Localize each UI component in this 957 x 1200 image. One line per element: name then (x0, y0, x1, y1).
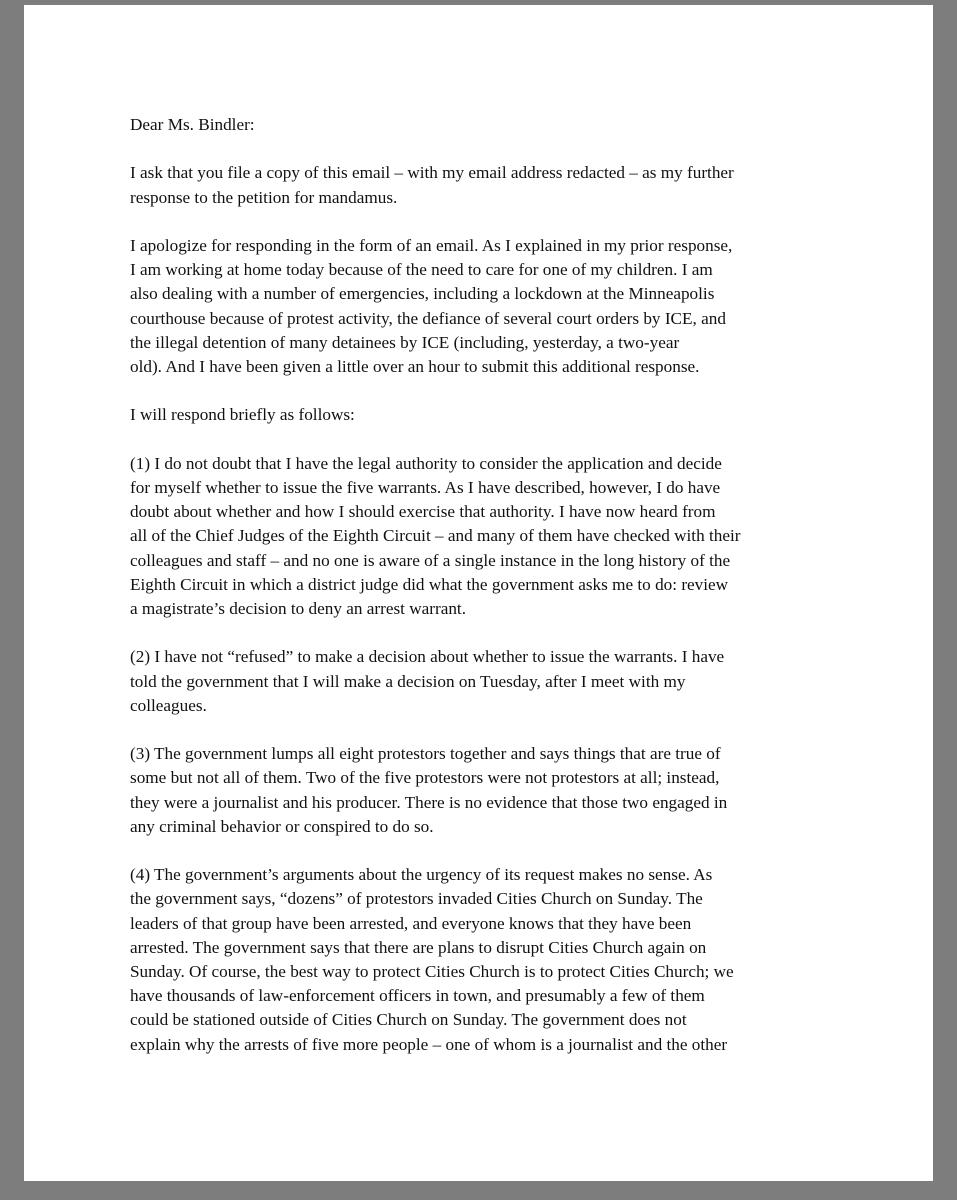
paragraph-filing-request: I ask that you file a copy of this email – with my email address redacted – as my further response to the petition for mandamus. (130, 163, 734, 207)
paragraph-intro: I will respond briefly as follows: (130, 405, 355, 425)
letter-body (130, 113, 830, 1081)
paragraph-apology: I apologize for responding in the form of an email. As I explained in my prior response, I am working at home today because of the need to care for one of my children. I am also dealing with a number of emergencies, including a lockdown at the Minneapolis courthouse because of protest activity, the defiance of several court orders by ICE, and the illegal detention of many detainees by ICE (including, yesterday, a two-year old). And I have been given a little over an hour to submit this additional response. (130, 235, 733, 376)
paragraph-point-2: (2) I have not “refused” to make a decision about whether to issue the warrants. I have told the government that I will make a decision on Tuesday, after I meet with my colleagues. (130, 647, 725, 715)
paragraph-point-3: (3) The government lumps all eight protestors together and says things that are true of some but not all of them. Two of the five protestors were not protestors at all; instead, they were a journalist and his producer. There is no evidence that those two engaged in any criminal behavior or conspired to do so. (130, 744, 728, 836)
paragraph-point-1: (1) I do not doubt that I have the legal authority to consider the application and decide for myself whether to issue the five warrants. As I have described, however, I do have doubt about whether and how I should exercise that authority. I have now heard from all of the Chief Judges of the Eighth Circuit – and many of them have checked with their colleagues and staff – and no one is aware of a single instance in the long history of the Eighth Circuit in which a district judge did what the government asks me to do: review a magistrate’s decision to deny an arrest warrant. (130, 453, 741, 618)
salutation: Dear Ms. Bindler: (130, 115, 255, 134)
document-page (24, 5, 933, 1181)
paragraph-point-4: (4) The government’s arguments about the urgency of its request makes no sense. As the government says, “dozens” of protestors invaded Cities Church on Sunday. The leaders of that group have been arrested, and everyone knows that they have been arrested. The government says that there are plans to disrupt Cities Church again on Sunday. Of course, the best way to protect Cities Church is to protect Cities Church; we have thousands of law-enforcement officers in town, and presumably a few of them could be stationed outside of Cities Church on Sunday. The government does not explain why the arrests of five more people – one of whom is a journalist and the other (130, 865, 734, 1054)
